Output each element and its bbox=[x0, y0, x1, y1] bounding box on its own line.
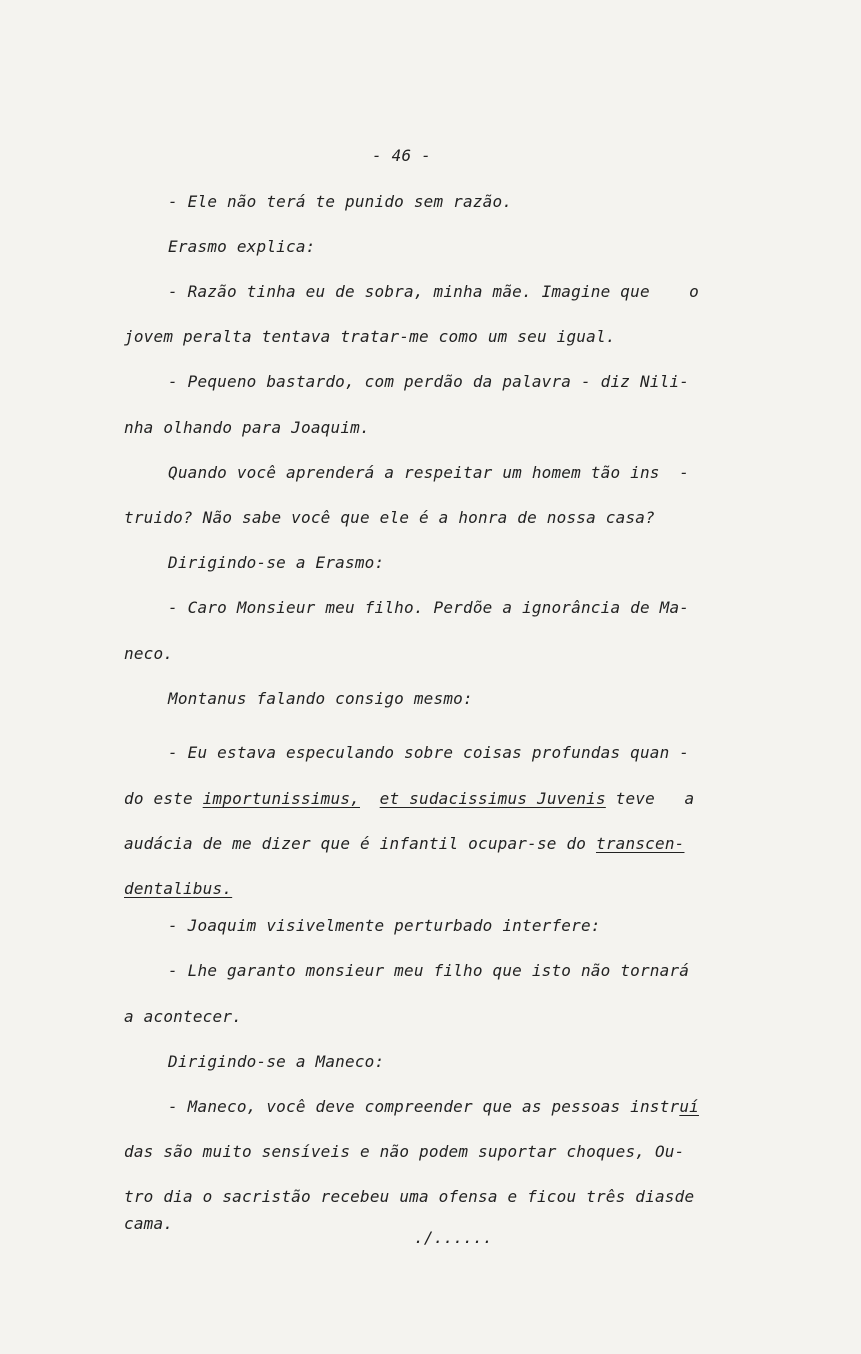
text-line: tro dia o sacristão recebeu uma ofensa e ficou três diasde bbox=[124, 1187, 695, 1206]
text-line: - Joaquim visivelmente perturbado interfere: bbox=[168, 916, 601, 935]
text-line: cama. bbox=[124, 1214, 174, 1233]
text-line: - Ele não terá te punido sem razão. bbox=[168, 192, 513, 211]
text-line: das são muito sensíveis e não podem suportar choques, Ou- bbox=[124, 1142, 685, 1161]
underlined-term: uí bbox=[679, 1097, 699, 1116]
text-line: Erasmo explica: bbox=[168, 237, 316, 256]
underlined-term: transcen- bbox=[595, 834, 685, 853]
text-line: nha olhando para Joaquim. bbox=[124, 418, 370, 437]
underlined-term: et sudacissimus Juvenis bbox=[379, 789, 606, 808]
text-line: a acontecer. bbox=[124, 1007, 242, 1026]
underlined-term: importunissimus, bbox=[202, 789, 360, 808]
text-line: - Lhe garanto monsieur meu filho que isto não tornará bbox=[168, 961, 690, 980]
text-line bbox=[168, 1097, 699, 1117]
text-line bbox=[124, 834, 684, 854]
text-run: - Maneco, você deve compreender que as pessoas instr bbox=[168, 1097, 680, 1116]
continuation-mark: ./...... bbox=[414, 1228, 493, 1247]
text-line: Dirigindo-se a Erasmo: bbox=[168, 553, 385, 572]
page-number: - 46 - bbox=[372, 146, 431, 165]
text-line: neco. bbox=[124, 644, 174, 663]
text-run: do este bbox=[124, 789, 203, 808]
text-line bbox=[124, 789, 694, 809]
text-run: teve a bbox=[605, 789, 695, 808]
underlined-term: dentalibus. bbox=[124, 879, 233, 898]
text-line: - Eu estava especulando sobre coisas profundas quan - bbox=[168, 743, 690, 762]
text-run: audácia de me dizer que é infantil ocupar-se do bbox=[124, 834, 596, 853]
text-run bbox=[360, 789, 380, 808]
text-line: Dirigindo-se a Maneco: bbox=[168, 1052, 385, 1071]
text-line bbox=[124, 879, 232, 899]
text-line: Montanus falando consigo mesmo: bbox=[168, 689, 473, 708]
text-line: Quando você aprenderá a respeitar um homem tão ins - bbox=[168, 463, 690, 482]
text-line: truido? Não sabe você que ele é a honra de nossa casa? bbox=[124, 508, 655, 527]
text-line: jovem peralta tentava tratar-me como um seu igual. bbox=[124, 327, 616, 346]
text-line: - Caro Monsieur meu filho. Perdõe a ignorância de Ma- bbox=[168, 598, 690, 617]
text-line: - Pequeno bastardo, com perdão da palavra - diz Nili- bbox=[168, 372, 690, 391]
text-line: - Razão tinha eu de sobra, minha mãe. Imagine que o bbox=[168, 282, 699, 301]
